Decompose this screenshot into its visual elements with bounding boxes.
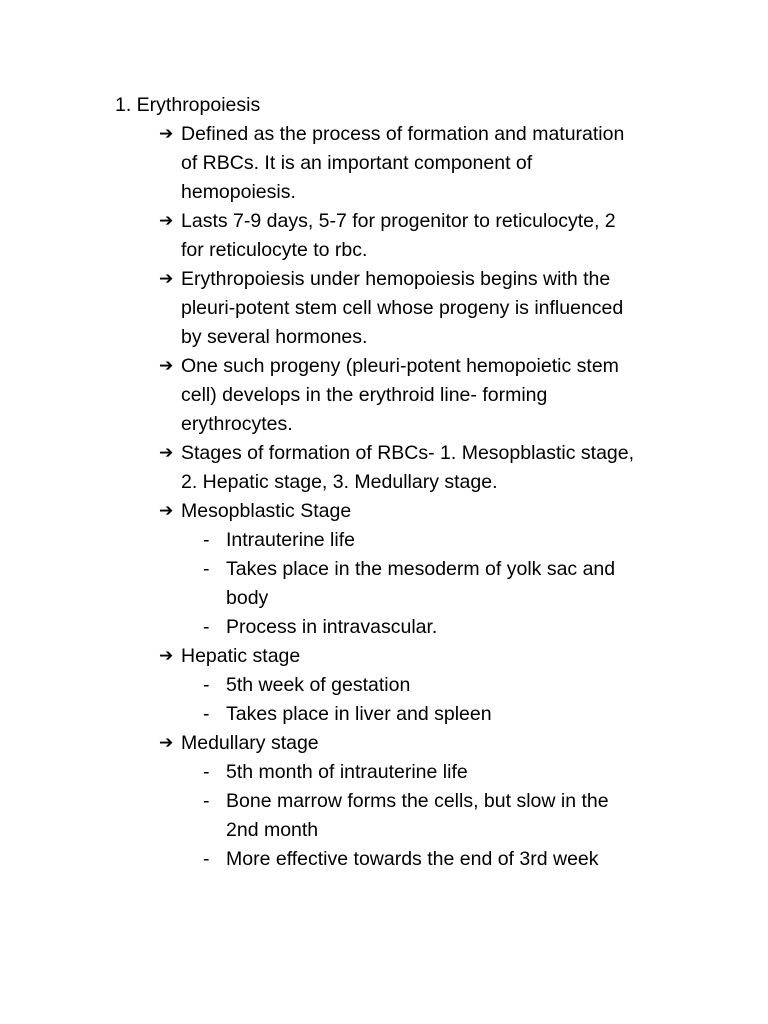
text-line: 5th month of intrauterine life [226,761,468,783]
sub-list-item [181,700,719,729]
sub-list-item [181,845,719,874]
dash-bullet: - [203,790,210,812]
text-line: 5th week of gestation [226,674,411,696]
arrow-bullet-icon: ➔ [159,356,174,376]
text-line: Intrauterine life [226,529,355,551]
document-heading: 1. Erythropoiesis [115,94,261,116]
sub-list [181,526,719,642]
text-line: Defined as the process of formation and maturation [181,123,625,145]
dash-bullet: - [203,674,210,696]
dash-bullet: - [203,761,210,783]
text-line: hemopoiesis. [181,181,296,203]
dash-bullet: - [203,616,210,638]
sub-list-item [181,613,719,642]
text-line: More effective towards the end of 3rd week [226,848,599,870]
sub-list-item [181,526,719,555]
text-line: for reticulocyte to rbc. [181,239,368,261]
dash-bullet: - [203,848,210,870]
text-line: of RBCs. It is an important component of [181,152,533,174]
text-line: pleuri-potent stem cell whose progeny is influenced [181,297,624,319]
sub-list [181,671,719,729]
arrow-bullet-icon: ➔ [159,501,174,521]
list-item [159,497,719,642]
list-item [159,729,719,874]
sub-list [181,758,719,874]
bullet-list [159,120,719,874]
list-item [159,265,719,352]
text-line: by several hormones. [181,326,368,348]
arrow-bullet-icon: ➔ [159,269,174,289]
text-line: Hepatic stage [181,645,301,667]
text-line: Takes place in liver and spleen [226,703,492,725]
dash-bullet: - [203,703,210,725]
text-line: One such progeny (pleuri-potent hemopoietic stem [181,355,619,377]
text-line: erythrocytes. [181,413,293,435]
sub-list-item [181,555,719,613]
arrow-bullet-icon: ➔ [159,124,174,144]
dash-bullet: - [203,529,210,551]
arrow-bullet-icon: ➔ [159,443,174,463]
list-item [159,439,719,497]
list-item [159,352,719,439]
text-line: Erythropoiesis under hemopoiesis begins with the [181,268,611,290]
arrow-bullet-icon: ➔ [159,733,174,753]
text-line: Lasts 7-9 days, 5-7 for progenitor to reticulocyte, 2 [181,210,616,232]
text-line: Stages of formation of RBCs- 1. Mesopblastic stage, [181,442,635,464]
sub-list-item [181,787,719,845]
text-line: Medullary stage [181,732,319,754]
list-item [159,120,719,207]
text-line: Mesopblastic Stage [181,500,352,522]
list-item [159,642,719,729]
dash-bullet: - [203,558,210,580]
text-line: Bone marrow forms the cells, but slow in the [226,790,609,812]
arrow-bullet-icon: ➔ [159,646,174,666]
sub-list-item [181,758,719,787]
text-line: cell) develops in the erythroid line- forming [181,384,548,406]
text-line: Process in intravascular. [226,616,438,638]
text-line: body [226,587,269,609]
sub-list-item [181,671,719,700]
text-line: 2. Hepatic stage, 3. Medullary stage. [181,471,498,493]
text-line: Takes place in the mesoderm of yolk sac and [226,558,616,580]
arrow-bullet-icon: ➔ [159,211,174,231]
text-line: 2nd month [226,819,319,841]
list-item [159,207,719,265]
